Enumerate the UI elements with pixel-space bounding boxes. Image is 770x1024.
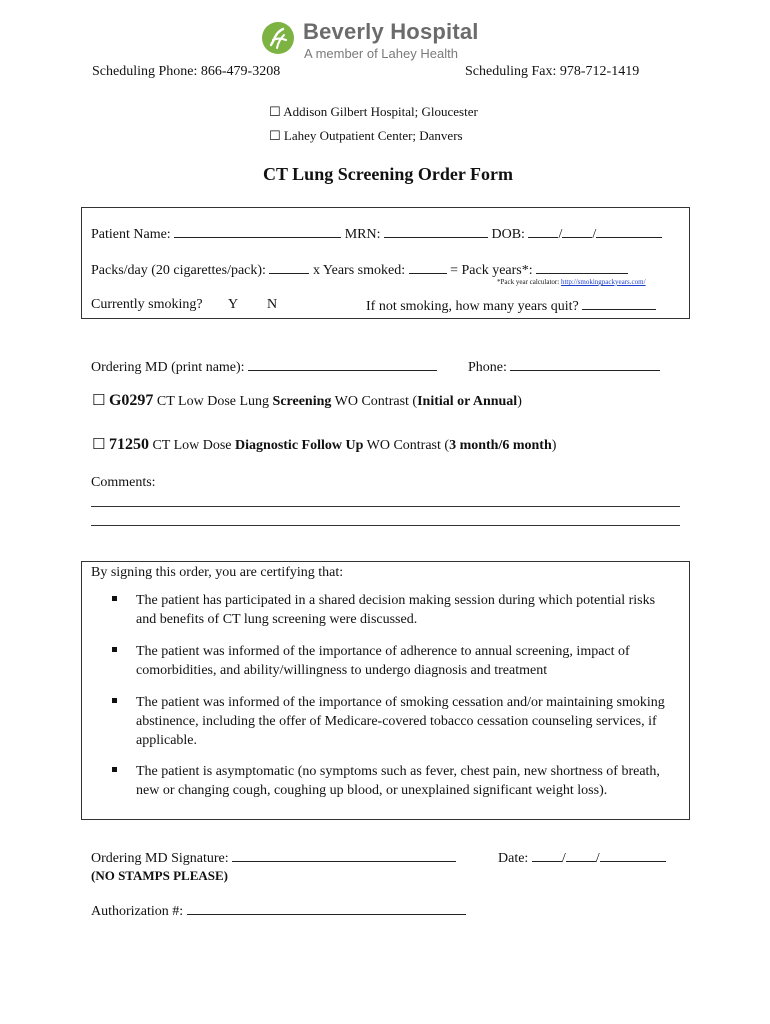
dob-month-field[interactable] bbox=[528, 225, 558, 238]
years-quit-row bbox=[366, 297, 656, 315]
order-option-71250[interactable] bbox=[92, 435, 556, 454]
ordering-md-label: Ordering MD (print name): bbox=[91, 360, 245, 375]
dob-separator: / bbox=[558, 227, 563, 242]
certification-item-text: The patient has participated in a shared decision making session during which potential risks and benefits of CT lung screening were discussed. bbox=[136, 593, 656, 627]
currently-smoking-row bbox=[91, 297, 203, 313]
patient-name-field[interactable] bbox=[174, 225, 341, 238]
form-title: CT Lung Screening Order Form bbox=[263, 164, 514, 184]
checkbox-icon[interactable]: ☐ bbox=[269, 129, 281, 144]
packs-per-day-label: Packs/day (20 cigarettes/pack): bbox=[91, 263, 266, 278]
pack-year-calculator-note bbox=[497, 278, 646, 286]
calculator-link[interactable]: http://smokingpackyears.com/ bbox=[560, 278, 646, 286]
location-label: Lahey Outpatient Center; Danvers bbox=[283, 128, 463, 143]
checkbox-icon[interactable]: ☐ bbox=[269, 105, 281, 120]
checkbox-icon[interactable]: ☐ bbox=[92, 391, 106, 409]
years-smoked-label: x Years smoked: bbox=[312, 263, 406, 278]
dob-separator: / bbox=[592, 227, 597, 242]
date-label: Date: bbox=[498, 851, 529, 866]
dob-day-field[interactable] bbox=[562, 225, 592, 238]
dob-year-field[interactable] bbox=[596, 225, 662, 238]
beverly-leaf-logo-icon bbox=[261, 21, 295, 55]
ordering-phone-field[interactable] bbox=[510, 358, 660, 371]
ordering-phone-row bbox=[468, 358, 660, 376]
calculator-note-label: *Pack year calculator: bbox=[497, 278, 560, 286]
order-code: G0297 bbox=[108, 392, 154, 409]
smoking-yes-option[interactable]: Y bbox=[228, 297, 239, 312]
comments-line-2[interactable] bbox=[91, 525, 680, 526]
ordering-phone-label: Phone: bbox=[468, 360, 507, 375]
comments-line-1[interactable] bbox=[91, 506, 680, 507]
certification-intro: By signing this order, you are certifying that: bbox=[91, 565, 344, 580]
authorization-field[interactable] bbox=[187, 902, 466, 915]
packs-row bbox=[91, 261, 628, 279]
date-row bbox=[498, 849, 666, 867]
date-separator: / bbox=[595, 851, 600, 866]
bullet-icon bbox=[112, 767, 117, 772]
mrn-label: MRN: bbox=[344, 227, 381, 242]
ordering-md-row bbox=[91, 358, 437, 376]
logo-subtitle: A member of Lahey Health bbox=[304, 46, 458, 61]
order-text: WO Contrast ( bbox=[363, 438, 450, 453]
ordering-md-field[interactable] bbox=[248, 358, 437, 371]
packs-per-day-field[interactable] bbox=[269, 261, 309, 274]
currently-smoking-label: Currently smoking? bbox=[91, 297, 203, 312]
dob-label: DOB: bbox=[491, 227, 525, 242]
order-text-bold: Initial or Annual bbox=[417, 394, 518, 409]
date-day-field[interactable] bbox=[566, 849, 596, 862]
signature-row bbox=[91, 849, 456, 867]
years-quit-label: If not smoking, how many years quit? bbox=[366, 299, 579, 314]
years-smoked-field[interactable] bbox=[409, 261, 447, 274]
authorization-row bbox=[91, 902, 466, 920]
date-separator: / bbox=[561, 851, 566, 866]
bullet-icon bbox=[112, 596, 117, 601]
certification-item-text: The patient was informed of the importance of adherence to annual screening, impact of comorbidities, and ability/willingness to undergo diagnosis and treatment bbox=[136, 644, 630, 678]
order-code: 71250 bbox=[108, 436, 149, 453]
certification-item-text: The patient was informed of the importance of smoking cessation and/or maintaining smoking abstinence, including the offer of Medicare-covered tobacco cessation counseling services, if applicable. bbox=[136, 695, 665, 748]
order-option-g0297[interactable] bbox=[92, 391, 522, 410]
logo-title: Beverly Hospital bbox=[303, 19, 479, 44]
mrn-field[interactable] bbox=[384, 225, 488, 238]
order-text-bold: 3 month/6 month bbox=[449, 438, 552, 453]
pack-years-label: = Pack years*: bbox=[450, 263, 533, 278]
comments-label: Comments: bbox=[91, 475, 156, 490]
signature-field[interactable] bbox=[232, 849, 456, 862]
order-text: CT Low Dose Lung bbox=[153, 394, 273, 409]
patient-name-row bbox=[91, 225, 662, 243]
order-text: WO Contrast ( bbox=[331, 394, 418, 409]
years-quit-field[interactable] bbox=[582, 297, 656, 310]
signature-label: Ordering MD Signature: bbox=[91, 851, 229, 866]
scheduling-phone: Scheduling Phone: 866-479-3208 bbox=[92, 64, 281, 79]
location-option-danvers[interactable] bbox=[269, 128, 463, 144]
bullet-icon bbox=[112, 647, 117, 652]
scheduling-fax: Scheduling Fax: 978-712-1419 bbox=[465, 64, 640, 79]
date-month-field[interactable] bbox=[532, 849, 562, 862]
no-stamps-note: (NO STAMPS PLEASE) bbox=[91, 868, 228, 883]
authorization-label: Authorization #: bbox=[91, 904, 184, 919]
smoking-no-option[interactable]: N bbox=[267, 297, 278, 312]
patient-name-label: Patient Name: bbox=[91, 227, 171, 242]
location-label: Addison Gilbert Hospital; Gloucester bbox=[283, 104, 478, 119]
date-year-field[interactable] bbox=[600, 849, 666, 862]
order-text: ) bbox=[551, 438, 557, 453]
order-text-bold: Diagnostic Follow Up bbox=[235, 438, 364, 453]
order-text-bold: Screening bbox=[272, 394, 332, 409]
order-text: ) bbox=[517, 394, 522, 409]
pack-years-field[interactable] bbox=[536, 261, 628, 274]
certification-item-text: The patient is asymptomatic (no symptoms such as fever, chest pain, new shortness of breath, new or changing cough, coughing up blood, or unexplained significant weight loss). bbox=[136, 764, 660, 798]
bullet-icon bbox=[112, 698, 117, 703]
order-text: CT Low Dose bbox=[148, 438, 236, 453]
checkbox-icon[interactable]: ☐ bbox=[92, 435, 106, 453]
location-option-gloucester[interactable] bbox=[269, 104, 478, 120]
